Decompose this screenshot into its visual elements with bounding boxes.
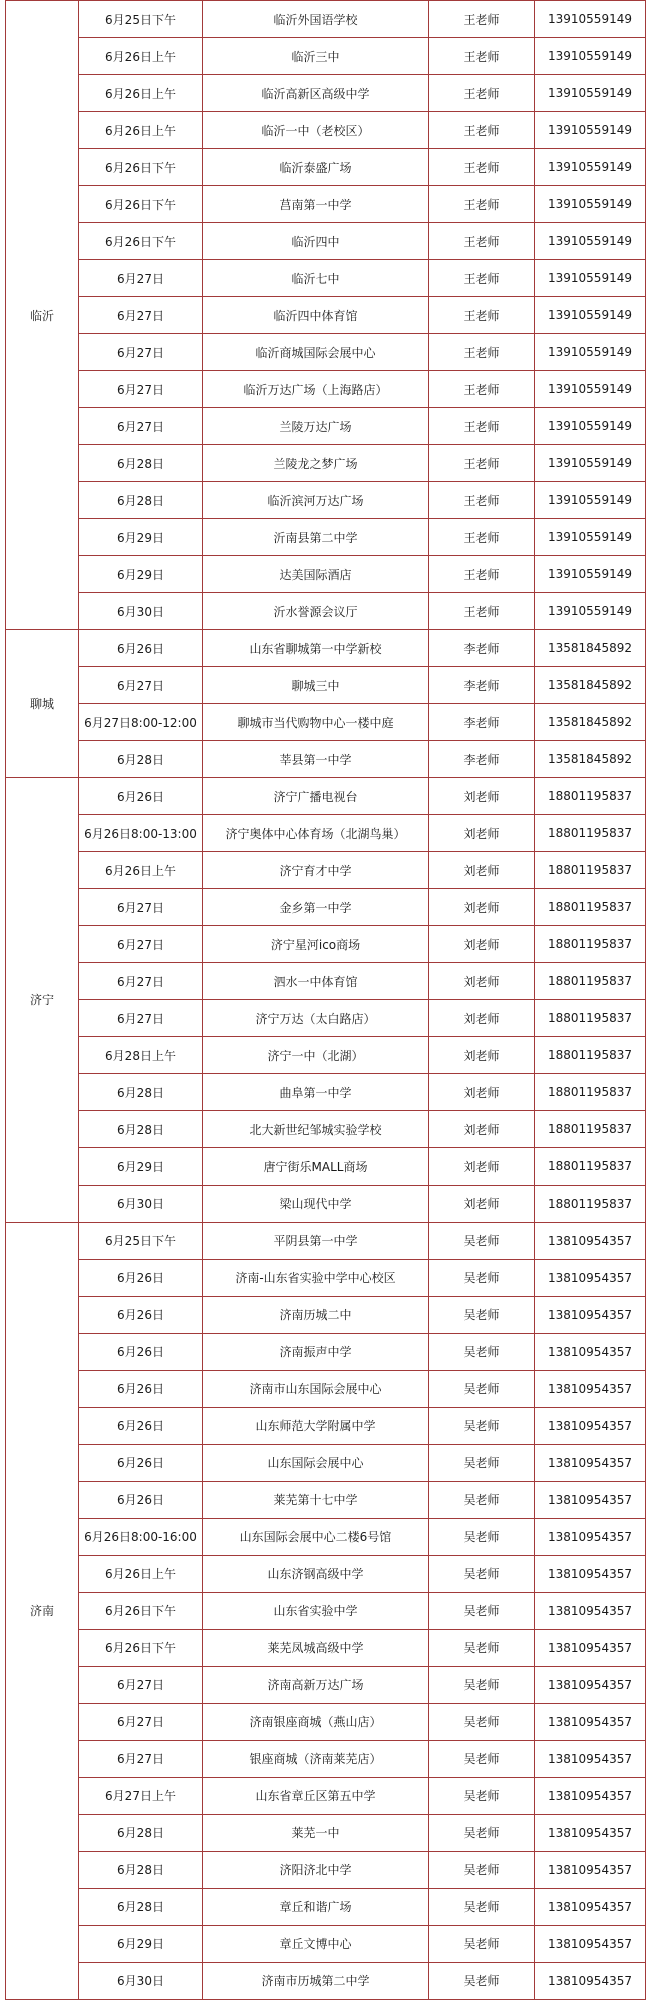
contact-cell: 吴老师 (429, 1962, 535, 1999)
date-cell: 6月28日 (79, 741, 203, 778)
phone-cell: 18801195837 (535, 1185, 646, 1222)
table-row (6, 815, 646, 852)
phone-cell: 13810954357 (535, 1592, 646, 1629)
table-row (6, 1148, 646, 1185)
contact-cell: 吴老师 (429, 1481, 535, 1518)
date-cell: 6月29日 (79, 1925, 203, 1962)
phone-cell: 13910559149 (535, 482, 646, 519)
phone-cell: 13810954357 (535, 1740, 646, 1777)
venue-cell: 济南高新万达广场 (203, 1666, 429, 1703)
venue-cell: 济南历城二中 (203, 1296, 429, 1333)
phone-cell: 13910559149 (535, 186, 646, 223)
contact-cell: 王老师 (429, 186, 535, 223)
contact-cell: 吴老师 (429, 1407, 535, 1444)
date-cell: 6月28日 (79, 445, 203, 482)
contact-cell: 刘老师 (429, 1148, 535, 1185)
phone-cell: 13910559149 (535, 149, 646, 186)
venue-cell: 临沂三中 (203, 38, 429, 75)
table-row (6, 1925, 646, 1962)
contact-cell: 王老师 (429, 371, 535, 408)
venue-cell: 银座商城（济南莱芜店） (203, 1740, 429, 1777)
venue-cell: 平阴县第一中学 (203, 1222, 429, 1259)
venue-cell: 莘县第一中学 (203, 741, 429, 778)
venue-cell: 临沂滨河万达广场 (203, 482, 429, 519)
contact-cell: 吴老师 (429, 1518, 535, 1555)
venue-cell: 聊城三中 (203, 667, 429, 704)
venue-cell: 临沂七中 (203, 260, 429, 297)
contact-cell: 王老师 (429, 334, 535, 371)
phone-cell: 13810954357 (535, 1888, 646, 1925)
date-cell: 6月25日下午 (79, 1222, 203, 1259)
venue-cell: 达美国际酒店 (203, 556, 429, 593)
contact-cell: 吴老师 (429, 1888, 535, 1925)
date-cell: 6月28日 (79, 1074, 203, 1111)
table-row (6, 371, 646, 408)
venue-cell: 聊城市当代购物中心一楼中庭 (203, 704, 429, 741)
table-row (6, 1444, 646, 1481)
table-row (6, 1, 646, 38)
table-row (6, 1518, 646, 1555)
table-row (6, 1814, 646, 1851)
contact-cell: 刘老师 (429, 889, 535, 926)
phone-cell: 13810954357 (535, 1333, 646, 1370)
table-row (6, 1703, 646, 1740)
phone-cell: 13910559149 (535, 556, 646, 593)
contact-cell: 吴老师 (429, 1222, 535, 1259)
contact-cell: 吴老师 (429, 1666, 535, 1703)
phone-cell: 18801195837 (535, 1111, 646, 1148)
venue-cell: 曲阜第一中学 (203, 1074, 429, 1111)
date-cell: 6月25日下午 (79, 1, 203, 38)
contact-cell: 王老师 (429, 482, 535, 519)
table-row (6, 1333, 646, 1370)
table-row (6, 223, 646, 260)
venue-cell: 临沂高新区高级中学 (203, 75, 429, 112)
date-cell: 6月27日 (79, 408, 203, 445)
table-row (6, 1407, 646, 1444)
contact-cell: 吴老师 (429, 1851, 535, 1888)
contact-cell: 吴老师 (429, 1777, 535, 1814)
phone-cell: 13810954357 (535, 1222, 646, 1259)
contact-cell: 吴老师 (429, 1740, 535, 1777)
contact-cell: 王老师 (429, 556, 535, 593)
phone-cell: 13581845892 (535, 741, 646, 778)
table-row (6, 408, 646, 445)
table-row (6, 556, 646, 593)
table-row (6, 1888, 646, 1925)
contact-cell: 王老师 (429, 1, 535, 38)
phone-cell: 18801195837 (535, 889, 646, 926)
contact-cell: 王老师 (429, 519, 535, 556)
date-cell: 6月28日上午 (79, 1037, 203, 1074)
city-cell: 聊城 (6, 630, 79, 778)
table-row (6, 1777, 646, 1814)
phone-cell: 13581845892 (535, 704, 646, 741)
table-row (6, 1074, 646, 1111)
city-cell: 济宁 (6, 778, 79, 1222)
table-row (6, 519, 646, 556)
phone-cell: 13910559149 (535, 260, 646, 297)
date-cell: 6月26日上午 (79, 38, 203, 75)
phone-cell: 18801195837 (535, 926, 646, 963)
phone-cell: 13910559149 (535, 445, 646, 482)
date-cell: 6月27日 (79, 260, 203, 297)
city-cell: 济南 (6, 1222, 79, 1999)
contact-cell: 王老师 (429, 445, 535, 482)
date-cell: 6月26日下午 (79, 1592, 203, 1629)
table-row (6, 334, 646, 371)
venue-cell: 济宁奥体中心体育场（北湖鸟巢） (203, 815, 429, 852)
date-cell: 6月27日 (79, 963, 203, 1000)
phone-cell: 13810954357 (535, 1777, 646, 1814)
contact-cell: 刘老师 (429, 815, 535, 852)
contact-cell: 王老师 (429, 297, 535, 334)
contact-cell: 王老师 (429, 75, 535, 112)
phone-cell: 13810954357 (535, 1962, 646, 1999)
phone-cell: 18801195837 (535, 1148, 646, 1185)
phone-cell: 13581845892 (535, 667, 646, 704)
date-cell: 6月26日上午 (79, 75, 203, 112)
contact-cell: 吴老师 (429, 1703, 535, 1740)
phone-cell: 13810954357 (535, 1407, 646, 1444)
contact-cell: 王老师 (429, 260, 535, 297)
table-row (6, 926, 646, 963)
venue-cell: 兰陵龙之梦广场 (203, 445, 429, 482)
date-cell: 6月26日上午 (79, 852, 203, 889)
venue-cell: 济宁育才中学 (203, 852, 429, 889)
table-row (6, 593, 646, 630)
phone-cell: 13810954357 (535, 1259, 646, 1296)
date-cell: 6月27日 (79, 889, 203, 926)
contact-cell: 刘老师 (429, 778, 535, 815)
venue-cell: 章丘和谐广场 (203, 1888, 429, 1925)
venue-cell: 济南市历城第二中学 (203, 1962, 429, 1999)
venue-cell: 泗水一中体育馆 (203, 963, 429, 1000)
contact-cell: 吴老师 (429, 1555, 535, 1592)
contact-cell: 李老师 (429, 630, 535, 667)
phone-cell: 13810954357 (535, 1296, 646, 1333)
date-cell: 6月27日 (79, 926, 203, 963)
table-row (6, 260, 646, 297)
table-row (6, 852, 646, 889)
table-row (6, 1851, 646, 1888)
phone-cell: 13910559149 (535, 408, 646, 445)
date-cell: 6月27日 (79, 667, 203, 704)
date-cell: 6月27日 (79, 371, 203, 408)
date-cell: 6月27日 (79, 1703, 203, 1740)
venue-cell: 临沂泰盛广场 (203, 149, 429, 186)
phone-cell: 13810954357 (535, 1555, 646, 1592)
phone-cell: 13810954357 (535, 1629, 646, 1666)
venue-cell: 济宁一中（北湖） (203, 1037, 429, 1074)
venue-cell: 唐宁街乐MALL商场 (203, 1148, 429, 1185)
contact-cell: 李老师 (429, 667, 535, 704)
phone-cell: 13810954357 (535, 1703, 646, 1740)
venue-cell: 临沂外国语学校 (203, 1, 429, 38)
venue-cell: 北大新世纪邹城实验学校 (203, 1111, 429, 1148)
date-cell: 6月28日 (79, 1814, 203, 1851)
phone-cell: 13910559149 (535, 297, 646, 334)
date-cell: 6月28日 (79, 1111, 203, 1148)
venue-cell: 山东济钢高级中学 (203, 1555, 429, 1592)
date-cell: 6月29日 (79, 519, 203, 556)
venue-cell: 兰陵万达广场 (203, 408, 429, 445)
phone-cell: 13910559149 (535, 112, 646, 149)
contact-cell: 李老师 (429, 704, 535, 741)
date-cell: 6月28日 (79, 1851, 203, 1888)
phone-cell: 13910559149 (535, 519, 646, 556)
phone-cell: 18801195837 (535, 963, 646, 1000)
venue-cell: 山东师范大学附属中学 (203, 1407, 429, 1444)
date-cell: 6月26日 (79, 778, 203, 815)
contact-cell: 刘老师 (429, 1111, 535, 1148)
table-row (6, 1296, 646, 1333)
city-cell: 临沂 (6, 1, 79, 630)
venue-cell: 济南振声中学 (203, 1333, 429, 1370)
date-cell: 6月27日 (79, 297, 203, 334)
venue-cell: 山东省聊城第一中学新校 (203, 630, 429, 667)
contact-cell: 吴老师 (429, 1592, 535, 1629)
table-row (6, 1666, 646, 1703)
contact-cell: 吴老师 (429, 1814, 535, 1851)
phone-cell: 13581845892 (535, 630, 646, 667)
table-row (6, 112, 646, 149)
table-row (6, 445, 646, 482)
contact-cell: 吴老师 (429, 1333, 535, 1370)
venue-cell: 临沂四中体育馆 (203, 297, 429, 334)
venue-cell: 济阳济北中学 (203, 1851, 429, 1888)
contact-cell: 吴老师 (429, 1444, 535, 1481)
date-cell: 6月26日 (79, 1407, 203, 1444)
date-cell: 6月27日 (79, 1666, 203, 1703)
contact-cell: 李老师 (429, 741, 535, 778)
contact-cell: 吴老师 (429, 1925, 535, 1962)
venue-cell: 山东省章丘区第五中学 (203, 1777, 429, 1814)
date-cell: 6月26日下午 (79, 223, 203, 260)
date-cell: 6月27日 (79, 1740, 203, 1777)
table-row (6, 1370, 646, 1407)
table-row (6, 889, 646, 926)
date-cell: 6月26日下午 (79, 186, 203, 223)
phone-cell: 13810954357 (535, 1518, 646, 1555)
phone-cell: 13910559149 (535, 371, 646, 408)
phone-cell: 13910559149 (535, 223, 646, 260)
phone-cell: 18801195837 (535, 1074, 646, 1111)
date-cell: 6月26日 (79, 1333, 203, 1370)
phone-cell: 13810954357 (535, 1481, 646, 1518)
date-cell: 6月26日 (79, 1481, 203, 1518)
date-cell: 6月26日 (79, 1444, 203, 1481)
venue-cell: 济南市山东国际会展中心 (203, 1370, 429, 1407)
date-cell: 6月26日 (79, 1259, 203, 1296)
venue-cell: 金乡第一中学 (203, 889, 429, 926)
phone-cell: 13810954357 (535, 1370, 646, 1407)
venue-cell: 莱芜第十七中学 (203, 1481, 429, 1518)
table-row (6, 1629, 646, 1666)
date-cell: 6月27日 (79, 1000, 203, 1037)
venue-cell: 济南-山东省实验中学中心校区 (203, 1259, 429, 1296)
venue-cell: 济宁广播电视台 (203, 778, 429, 815)
contact-cell: 刘老师 (429, 1074, 535, 1111)
date-cell: 6月26日 (79, 630, 203, 667)
phone-cell: 18801195837 (535, 1037, 646, 1074)
table-row (6, 186, 646, 223)
phone-cell: 13910559149 (535, 593, 646, 630)
date-cell: 6月29日 (79, 556, 203, 593)
table-row (6, 149, 646, 186)
contact-cell: 王老师 (429, 149, 535, 186)
table-row (6, 297, 646, 334)
venue-cell: 莒南第一中学 (203, 186, 429, 223)
date-cell: 6月26日上午 (79, 1555, 203, 1592)
venue-cell: 沂水誉源会议厅 (203, 593, 429, 630)
contact-cell: 刘老师 (429, 1185, 535, 1222)
contact-cell: 吴老师 (429, 1629, 535, 1666)
contact-cell: 刘老师 (429, 1037, 535, 1074)
contact-cell: 王老师 (429, 408, 535, 445)
venue-cell: 临沂四中 (203, 223, 429, 260)
phone-cell: 13910559149 (535, 38, 646, 75)
table-row (6, 778, 646, 815)
contact-cell: 吴老师 (429, 1370, 535, 1407)
phone-cell: 13810954357 (535, 1925, 646, 1962)
date-cell: 6月30日 (79, 1962, 203, 1999)
venue-cell: 莱芜一中 (203, 1814, 429, 1851)
table-row (6, 1555, 646, 1592)
venue-cell: 梁山现代中学 (203, 1185, 429, 1222)
phone-cell: 13910559149 (535, 75, 646, 112)
date-cell: 6月27日上午 (79, 1777, 203, 1814)
table-row (6, 482, 646, 519)
phone-cell: 13810954357 (535, 1666, 646, 1703)
table-row (6, 963, 646, 1000)
date-cell: 6月30日 (79, 1185, 203, 1222)
table-row (6, 704, 646, 741)
date-cell: 6月29日 (79, 1148, 203, 1185)
venue-cell: 临沂一中（老校区） (203, 112, 429, 149)
table-row (6, 1259, 646, 1296)
table-row (6, 741, 646, 778)
phone-cell: 18801195837 (535, 778, 646, 815)
venue-cell: 沂南县第二中学 (203, 519, 429, 556)
table-row (6, 1962, 646, 1999)
table-row (6, 630, 646, 667)
date-cell: 6月26日 (79, 1296, 203, 1333)
contact-cell: 王老师 (429, 112, 535, 149)
table-row (6, 1037, 646, 1074)
venue-cell: 临沂商城国际会展中心 (203, 334, 429, 371)
contact-cell: 吴老师 (429, 1259, 535, 1296)
phone-cell: 18801195837 (535, 815, 646, 852)
table-row (6, 667, 646, 704)
contact-cell: 刘老师 (429, 1000, 535, 1037)
venue-cell: 济南银座商城（燕山店） (203, 1703, 429, 1740)
contact-cell: 刘老师 (429, 852, 535, 889)
phone-cell: 13810954357 (535, 1444, 646, 1481)
phone-cell: 13810954357 (535, 1814, 646, 1851)
table-row (6, 1592, 646, 1629)
contact-cell: 吴老师 (429, 1296, 535, 1333)
venue-cell: 济宁万达（太白路店） (203, 1000, 429, 1037)
date-cell: 6月27日 (79, 334, 203, 371)
date-cell: 6月30日 (79, 593, 203, 630)
table-row (6, 1185, 646, 1222)
phone-cell: 18801195837 (535, 852, 646, 889)
phone-cell: 13910559149 (535, 334, 646, 371)
schedule-body (6, 1, 646, 2000)
date-cell: 6月26日 (79, 1370, 203, 1407)
table-row (6, 1740, 646, 1777)
contact-cell: 王老师 (429, 38, 535, 75)
phone-cell: 13910559149 (535, 1, 646, 38)
date-cell: 6月26日8:00-13:00 (79, 815, 203, 852)
contact-cell: 刘老师 (429, 963, 535, 1000)
table-row (6, 1222, 646, 1259)
venue-cell: 临沂万达广场（上海路店） (203, 371, 429, 408)
table-row (6, 75, 646, 112)
date-cell: 6月26日8:00-16:00 (79, 1518, 203, 1555)
date-cell: 6月28日 (79, 482, 203, 519)
venue-cell: 山东省实验中学 (203, 1592, 429, 1629)
table-row (6, 1481, 646, 1518)
venue-cell: 济宁星河ico商场 (203, 926, 429, 963)
venue-cell: 章丘文博中心 (203, 1925, 429, 1962)
date-cell: 6月26日下午 (79, 1629, 203, 1666)
table-row (6, 1000, 646, 1037)
table-row (6, 1111, 646, 1148)
contact-cell: 王老师 (429, 223, 535, 260)
schedule-table (5, 0, 646, 2000)
venue-cell: 莱芜凤城高级中学 (203, 1629, 429, 1666)
phone-cell: 18801195837 (535, 1000, 646, 1037)
venue-cell: 山东国际会展中心 (203, 1444, 429, 1481)
date-cell: 6月26日上午 (79, 112, 203, 149)
phone-cell: 13810954357 (535, 1851, 646, 1888)
date-cell: 6月27日8:00-12:00 (79, 704, 203, 741)
date-cell: 6月28日 (79, 1888, 203, 1925)
date-cell: 6月26日下午 (79, 149, 203, 186)
venue-cell: 山东国际会展中心二楼6号馆 (203, 1518, 429, 1555)
contact-cell: 刘老师 (429, 926, 535, 963)
contact-cell: 王老师 (429, 593, 535, 630)
table-row (6, 38, 646, 75)
